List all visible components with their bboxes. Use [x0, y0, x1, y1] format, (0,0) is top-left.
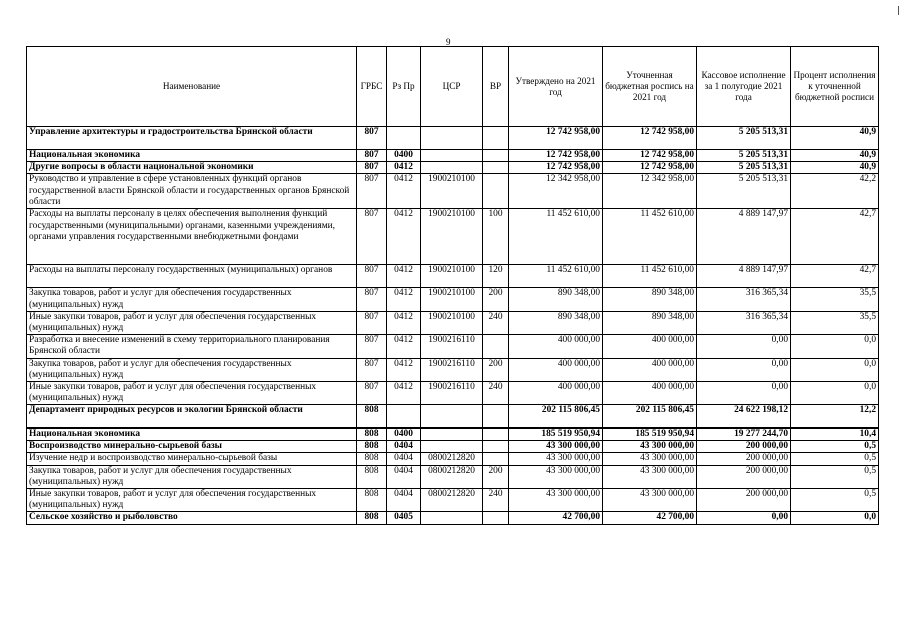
cell-percent: 0,5	[791, 488, 879, 511]
cell-revised: 11 452 610,00	[603, 209, 697, 265]
cell-cash: 316 365,34	[697, 288, 791, 311]
cell-name: Руководство и управление в сфере установленных функций органов государственной власти Брянской области и государственных органов Брянской области	[27, 174, 357, 209]
cell-vr: 120	[483, 265, 509, 288]
cell-revised: 12 742 958,00	[603, 127, 697, 150]
cell-grbs: 807	[357, 335, 387, 358]
cell-approved: 43 300 000,00	[509, 453, 603, 465]
cell-percent: 40,9	[791, 162, 879, 174]
cell-vr	[483, 127, 509, 150]
header-name: Наименование	[27, 47, 357, 127]
cell-csr: 1900210100	[421, 311, 483, 334]
cell-grbs: 808	[357, 453, 387, 465]
cell-grbs: 807	[357, 311, 387, 334]
cell-vr: 200	[483, 465, 509, 488]
cell-csr: 1900210100	[421, 174, 483, 209]
cell-grbs: 808	[357, 488, 387, 511]
header-csr: ЦСР	[421, 47, 483, 127]
table-row	[27, 150, 879, 162]
cell-csr: 1900216110	[421, 335, 483, 358]
cell-vr: 100	[483, 209, 509, 265]
cell-approved: 12 742 958,00	[509, 162, 603, 174]
cell-approved: 43 300 000,00	[509, 441, 603, 453]
header-vr: ВР	[483, 47, 509, 127]
cell-approved: 12 342 958,00	[509, 174, 603, 209]
cell-csr: 1900210100	[421, 265, 483, 288]
cell-percent: 0,0	[791, 512, 879, 524]
cell-rzpr: 0412	[387, 209, 421, 265]
edge-mark	[898, 6, 899, 15]
cell-name: Иные закупки товаров, работ и услуг для обеспечения государственных (муниципальных) нужд	[27, 382, 357, 405]
table-row	[27, 512, 879, 524]
cell-approved: 400 000,00	[509, 358, 603, 381]
cell-name: Закупка товаров, работ и услуг для обеспечения государственных (муниципальных) нужд	[27, 358, 357, 381]
cell-vr: 240	[483, 311, 509, 334]
cell-cash: 19 277 244,70	[697, 428, 791, 441]
table-row	[27, 358, 879, 381]
cell-revised: 185 519 950,94	[603, 428, 697, 441]
cell-revised: 202 115 806,45	[603, 405, 697, 428]
table-row	[27, 288, 879, 311]
cell-rzpr	[387, 127, 421, 150]
cell-vr: 200	[483, 288, 509, 311]
cell-name: Расходы на выплаты персоналу в целях обеспечения выполнения функций государственными (муниципальными) органами, казенными учреждениями, органами управления государственными внебюджетными фондами	[27, 209, 357, 265]
cell-name: Сельское хозяйство и рыболовство	[27, 512, 357, 524]
table-row	[27, 441, 879, 453]
cell-approved: 185 519 950,94	[509, 428, 603, 441]
cell-rzpr: 0412	[387, 288, 421, 311]
cell-csr: 1900216110	[421, 382, 483, 405]
cell-approved: 400 000,00	[509, 382, 603, 405]
header-grbs: ГРБС	[357, 47, 387, 127]
cell-cash: 200 000,00	[697, 441, 791, 453]
page-number: 9	[446, 37, 451, 47]
cell-cash: 0,00	[697, 358, 791, 381]
cell-vr: 200	[483, 358, 509, 381]
cell-approved: 42 700,00	[509, 512, 603, 524]
cell-approved: 202 115 806,45	[509, 405, 603, 428]
table-row	[27, 265, 879, 288]
cell-percent: 0,0	[791, 382, 879, 405]
cell-cash: 5 205 513,31	[697, 127, 791, 150]
cell-revised: 43 300 000,00	[603, 441, 697, 453]
cell-csr	[421, 441, 483, 453]
cell-grbs: 807	[357, 265, 387, 288]
cell-rzpr: 0400	[387, 150, 421, 162]
table-row	[27, 428, 879, 441]
cell-csr: 0800212820	[421, 465, 483, 488]
cell-percent: 0,0	[791, 358, 879, 381]
cell-csr: 1900216110	[421, 358, 483, 381]
table-row	[27, 209, 879, 265]
cell-percent: 42,2	[791, 174, 879, 209]
cell-percent: 40,9	[791, 150, 879, 162]
cell-approved: 890 348,00	[509, 311, 603, 334]
cell-vr	[483, 335, 509, 358]
cell-vr	[483, 441, 509, 453]
cell-vr: 240	[483, 488, 509, 511]
cell-csr: 0800212820	[421, 488, 483, 511]
cell-csr: 0800212820	[421, 453, 483, 465]
header-rzpr: Рз Пр	[387, 47, 421, 127]
cell-revised: 400 000,00	[603, 335, 697, 358]
cell-approved: 12 742 958,00	[509, 150, 603, 162]
cell-grbs: 807	[357, 288, 387, 311]
table-row	[27, 488, 879, 511]
cell-name: Закупка товаров, работ и услуг для обеспечения государственных (муниципальных) нужд	[27, 465, 357, 488]
cell-cash: 5 205 513,31	[697, 150, 791, 162]
cell-rzpr: 0404	[387, 465, 421, 488]
cell-percent: 10,4	[791, 428, 879, 441]
cell-cash: 316 365,34	[697, 311, 791, 334]
cell-rzpr: 0404	[387, 488, 421, 511]
cell-grbs: 807	[357, 162, 387, 174]
cell-revised: 12 742 958,00	[603, 162, 697, 174]
cell-name: Разработка и внесение изменений в схему территориального планирования Брянской области	[27, 335, 357, 358]
cell-rzpr: 0412	[387, 311, 421, 334]
cell-rzpr: 0404	[387, 453, 421, 465]
cell-grbs: 808	[357, 441, 387, 453]
cell-approved: 11 452 610,00	[509, 209, 603, 265]
cell-percent: 42,7	[791, 265, 879, 288]
cell-rzpr: 0412	[387, 382, 421, 405]
cell-name: Изучение недр и воспроизводство минерально-сырьевой базы	[27, 453, 357, 465]
table-body	[27, 127, 879, 525]
cell-csr	[421, 150, 483, 162]
cell-name: Управление архитектуры и градостроительства Брянской области	[27, 127, 357, 150]
cell-percent: 0,5	[791, 465, 879, 488]
cell-percent: 0,5	[791, 453, 879, 465]
cell-cash: 200 000,00	[697, 453, 791, 465]
cell-revised: 890 348,00	[603, 311, 697, 334]
cell-name: Национальная экономика	[27, 428, 357, 441]
cell-name: Департамент природных ресурсов и экологии Брянской области	[27, 405, 357, 428]
cell-rzpr: 0412	[387, 162, 421, 174]
cell-vr: 240	[483, 382, 509, 405]
cell-name: Другие вопросы в области национальной экономики	[27, 162, 357, 174]
cell-approved: 11 452 610,00	[509, 265, 603, 288]
cell-cash: 0,00	[697, 512, 791, 524]
cell-name: Иные закупки товаров, работ и услуг для обеспечения государственных (муниципальных) нужд	[27, 488, 357, 511]
cell-revised: 12 742 958,00	[603, 150, 697, 162]
cell-csr	[421, 127, 483, 150]
cell-percent: 0,0	[791, 335, 879, 358]
cell-grbs: 808	[357, 405, 387, 428]
cell-vr	[483, 512, 509, 524]
cell-percent: 0,5	[791, 441, 879, 453]
cell-revised: 43 300 000,00	[603, 488, 697, 511]
header-revised: Уточненная бюджетная роспись на 2021 год	[603, 47, 697, 127]
cell-csr	[421, 512, 483, 524]
cell-grbs: 808	[357, 512, 387, 524]
cell-cash: 200 000,00	[697, 488, 791, 511]
cell-approved: 890 348,00	[509, 288, 603, 311]
cell-vr	[483, 162, 509, 174]
cell-name: Национальная экономика	[27, 150, 357, 162]
cell-grbs: 807	[357, 209, 387, 265]
cell-cash: 5 205 513,31	[697, 174, 791, 209]
cell-grbs: 808	[357, 465, 387, 488]
cell-vr	[483, 150, 509, 162]
cell-approved: 43 300 000,00	[509, 465, 603, 488]
cell-grbs: 807	[357, 358, 387, 381]
cell-rzpr: 0400	[387, 428, 421, 441]
cell-revised: 42 700,00	[603, 512, 697, 524]
cell-rzpr: 0412	[387, 174, 421, 209]
cell-rzpr: 0412	[387, 265, 421, 288]
cell-cash: 0,00	[697, 382, 791, 405]
table-row	[27, 382, 879, 405]
cell-cash: 5 205 513,31	[697, 162, 791, 174]
cell-approved: 400 000,00	[509, 335, 603, 358]
cell-cash: 24 622 198,12	[697, 405, 791, 428]
cell-percent: 35,5	[791, 311, 879, 334]
cell-rzpr	[387, 405, 421, 428]
cell-csr	[421, 405, 483, 428]
table-row	[27, 127, 879, 150]
cell-csr	[421, 162, 483, 174]
cell-vr	[483, 174, 509, 209]
cell-revised: 12 342 958,00	[603, 174, 697, 209]
header-cash: Кассовое исполнение за 1 полугодие 2021 года	[697, 47, 791, 127]
cell-cash: 0,00	[697, 335, 791, 358]
cell-revised: 43 300 000,00	[603, 465, 697, 488]
cell-vr	[483, 428, 509, 441]
table-row	[27, 405, 879, 428]
cell-approved: 43 300 000,00	[509, 488, 603, 511]
cell-csr	[421, 428, 483, 441]
cell-grbs: 807	[357, 127, 387, 150]
cell-name: Закупка товаров, работ и услуг для обеспечения государственных (муниципальных) нужд	[27, 288, 357, 311]
cell-grbs: 808	[357, 428, 387, 441]
table-header-row	[27, 47, 879, 127]
cell-vr	[483, 405, 509, 428]
cell-revised: 400 000,00	[603, 358, 697, 381]
cell-name: Иные закупки товаров, работ и услуг для обеспечения государственных (муниципальных) нужд	[27, 311, 357, 334]
cell-csr: 1900210100	[421, 209, 483, 265]
header-approved: Утверждено на 2021 год	[509, 47, 603, 127]
cell-name: Расходы на выплаты персоналу государственных (муниципальных) органов	[27, 265, 357, 288]
cell-cash: 4 889 147,97	[697, 265, 791, 288]
table-row	[27, 311, 879, 334]
header-percent: Процент исполнения к уточненной бюджетной росписи	[791, 47, 879, 127]
cell-name: Воспроизводство минерально-сырьевой базы	[27, 441, 357, 453]
cell-percent: 35,5	[791, 288, 879, 311]
table-row	[27, 162, 879, 174]
cell-rzpr: 0412	[387, 335, 421, 358]
cell-csr: 1900210100	[421, 288, 483, 311]
table-row	[27, 465, 879, 488]
cell-revised: 890 348,00	[603, 288, 697, 311]
cell-grbs: 807	[357, 174, 387, 209]
cell-revised: 43 300 000,00	[603, 453, 697, 465]
cell-cash: 4 889 147,97	[697, 209, 791, 265]
cell-percent: 12,2	[791, 405, 879, 428]
cell-rzpr: 0404	[387, 441, 421, 453]
cell-approved: 12 742 958,00	[509, 127, 603, 150]
table-row	[27, 335, 879, 358]
cell-revised: 400 000,00	[603, 382, 697, 405]
cell-grbs: 807	[357, 150, 387, 162]
cell-revised: 11 452 610,00	[603, 265, 697, 288]
cell-rzpr: 0405	[387, 512, 421, 524]
cell-grbs: 807	[357, 382, 387, 405]
budget-table	[26, 46, 879, 525]
cell-vr	[483, 453, 509, 465]
table-row	[27, 453, 879, 465]
table-row	[27, 174, 879, 209]
cell-rzpr: 0412	[387, 358, 421, 381]
cell-percent: 40,9	[791, 127, 879, 150]
cell-cash: 200 000,00	[697, 465, 791, 488]
cell-percent: 42,7	[791, 209, 879, 265]
